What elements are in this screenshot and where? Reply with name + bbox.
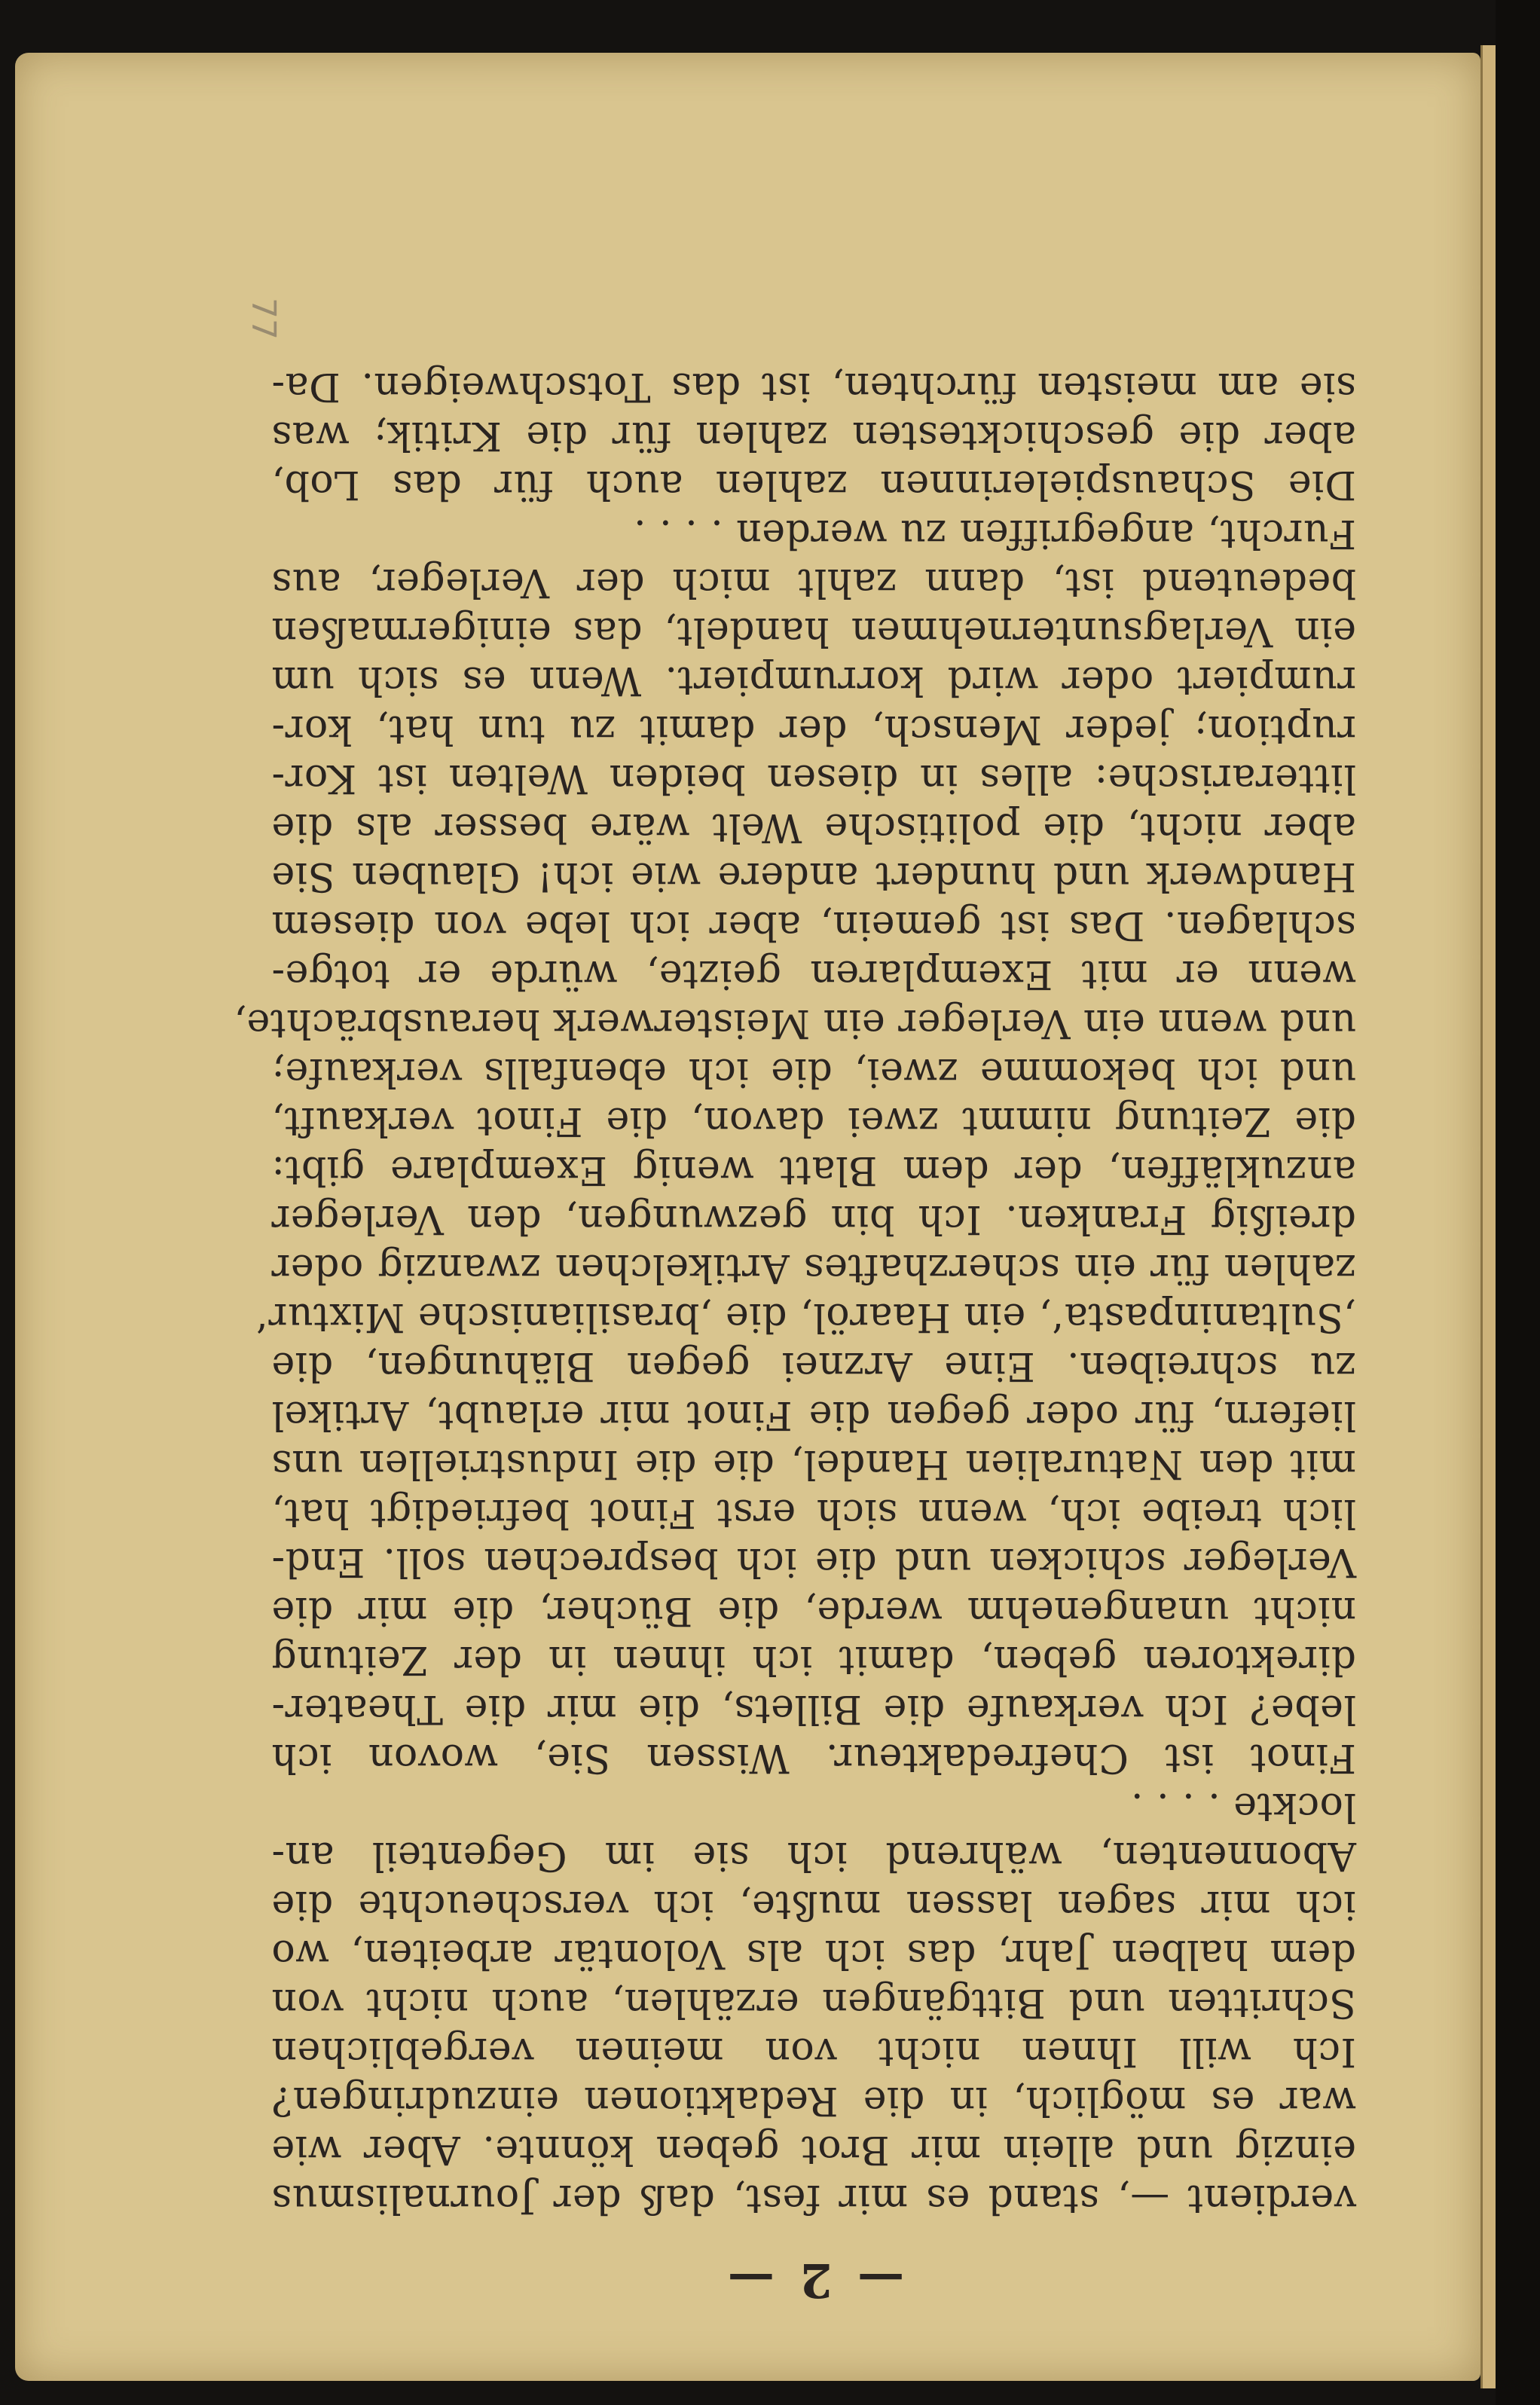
text-line: rumpiert oder wird korrumpiert. Wenn es sich um bbox=[271, 658, 1356, 703]
text-block bbox=[234, 362, 1356, 2308]
text-line: Verleger schicken und die ich besprechen soll. End- bbox=[271, 1539, 1356, 1584]
text-line: Furcht, angegriffen zu werden . . . . bbox=[633, 511, 1356, 556]
text-line: dreißig Franken. Ich bin gezwungen, den Verleger bbox=[271, 1196, 1356, 1242]
text-line: ruption; jeder Mensch, der damit zu tun hat, kor- bbox=[271, 707, 1356, 752]
text-line: direktoren geben, damit ich ihnen in der Zeitung bbox=[271, 1637, 1356, 1682]
text-line: ein Verlagsunternehmen handelt, das einigermaßen bbox=[271, 609, 1356, 654]
text-line: liefern, für oder gegen die Finot mir erlaubt, Artikel bbox=[271, 1392, 1356, 1438]
text-line: zu schreiben. Eine Arznei gegen Blähungen, die bbox=[271, 1343, 1356, 1389]
text-line: nicht unangenehm werde, die Bücher, die mir die bbox=[271, 1588, 1356, 1633]
text-line: Abonnenten, während ich sie im Gegenteil an- bbox=[271, 1833, 1356, 1878]
text-line: mit den Naturalien Handel, die die Industriellen uns bbox=[271, 1441, 1356, 1487]
text-line: Schritten und Bittgängen erzählen, auch nicht von bbox=[271, 1980, 1356, 2025]
text-line: aber nicht, die politische Welt wäre besser als die bbox=[271, 805, 1356, 850]
text-line: und ich bekomme zwei, die ich ebenfalls verkaufe; bbox=[271, 1050, 1356, 1095]
text-line: bedeutend ist, dann zahlt mich der Verleger, aus bbox=[271, 560, 1356, 605]
text-line: sie am meisten fürchten, ist das Totschweigen. Da- bbox=[271, 364, 1356, 409]
page-number: — 2 — bbox=[723, 2253, 905, 2308]
text-line: anzukläffen, der dem Blatt wenig Exemplare gibt: bbox=[271, 1147, 1356, 1193]
text-line: Die Schauspielerinnen zahlen auch für das Lob, bbox=[271, 462, 1356, 507]
text-line: dem halben Jahr, das ich als Volontär arbeiten, wo bbox=[271, 1931, 1356, 1976]
text-line: und wenn ein Verleger ein Meisterwerk herausbrächte, bbox=[234, 1001, 1356, 1046]
background-edge bbox=[1496, 0, 1540, 2405]
text-line: litterarische: alles in diesen beiden Welten ist Kor- bbox=[271, 756, 1356, 801]
text-line: Handwerk und hundert andere wie ich! Glauben Sie bbox=[271, 854, 1356, 899]
text-line: die Zeitung nimmt zwei davon, die Finot verkauft, bbox=[271, 1099, 1356, 1144]
pencil-annotation: 77 bbox=[244, 298, 283, 340]
text-line: war es möglich, in die Redaktionen einzudringen? bbox=[271, 2078, 1356, 2123]
text-line: verdient —, stand es mir fest, daß der Journalismus bbox=[271, 2176, 1356, 2221]
text-line: Finot ist Chefredakteur. Wissen Sie, wovon ich bbox=[271, 1735, 1356, 1780]
text-line: aber die geschicktesten zahlen für die Kritik; was bbox=[271, 413, 1356, 458]
text-line: ‚Sultaninpasta‘, ein Haaröl, die ‚brasilianische Mixtur‘ bbox=[255, 1294, 1356, 1340]
text-line: einzig und allein mir Brot geben könnte. Aber wie bbox=[271, 2127, 1356, 2172]
text-line: ich mir sagen lassen mußte, ich verscheuchte die bbox=[271, 1882, 1356, 1927]
text-line: lich treibe ich, wenn sich erst Finot befriedigt hat, bbox=[271, 1490, 1356, 1536]
text-line: schlagen. Das ist gemein, aber ich lebe von diesem bbox=[271, 903, 1356, 948]
text-line: lockte . . . . bbox=[1130, 1784, 1356, 1829]
text-line: lebe? Ich verkaufe die Billets, die mir die Theater- bbox=[271, 1686, 1356, 1731]
text-line: zahlen für ein scherzhaftes Artikelchen zwanzig oder bbox=[271, 1245, 1356, 1291]
body-text bbox=[234, 362, 1356, 2223]
text-line: wenn er mit Exemplaren geizte, würde er totge- bbox=[271, 952, 1356, 997]
text-line: Ich will Ihnen nicht von meinen vergeblichen bbox=[271, 2029, 1356, 2074]
